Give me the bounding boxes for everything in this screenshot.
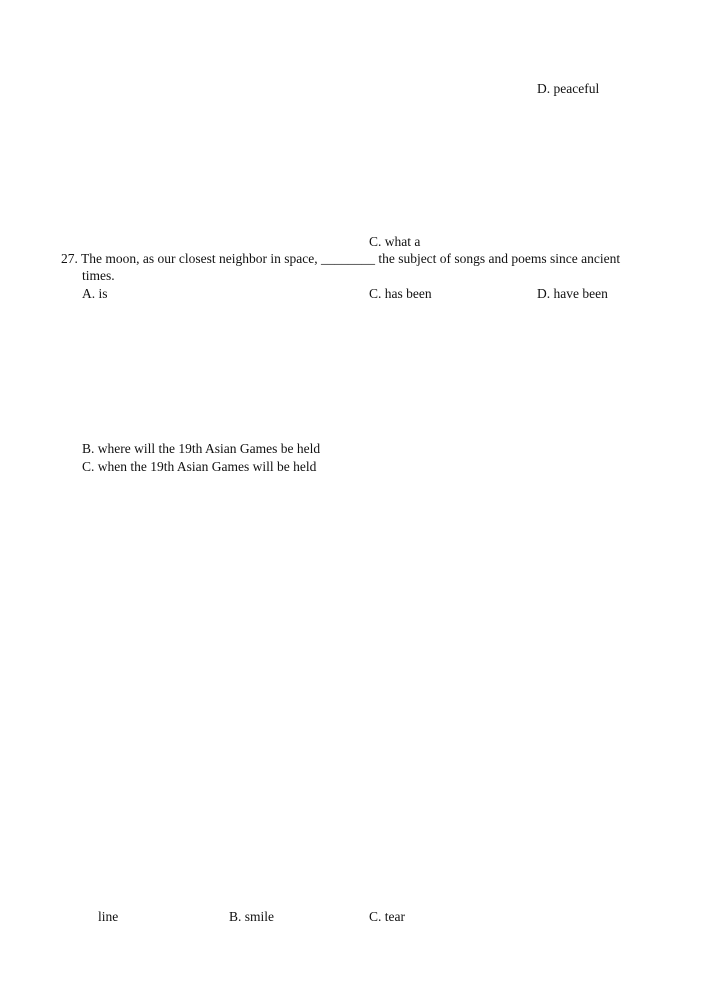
question-27-option-a: A. is	[82, 286, 108, 301]
option-b-where-asian-games: B. where will the 19th Asian Games be held	[82, 441, 321, 456]
option-c-tear: C. tear	[369, 909, 405, 924]
option-b-smile: B. smile	[229, 909, 275, 924]
option-c-when-asian-games: C. when the 19th Asian Games will be held	[82, 459, 317, 474]
option-c-what-a: C. what a	[369, 234, 421, 249]
question-27-option-c: C. has been	[369, 286, 432, 301]
question-27-stem-line-2: times.	[82, 268, 115, 283]
option-d-peaceful: D. peaceful	[537, 81, 600, 96]
question-27-stem-line-1: 27. The moon, as our closest neighbor in space, ________ the subject of songs and poems since ancient	[61, 251, 621, 266]
option-a-partial-line: line	[98, 909, 119, 924]
question-27-option-d: D. have been	[537, 286, 608, 301]
